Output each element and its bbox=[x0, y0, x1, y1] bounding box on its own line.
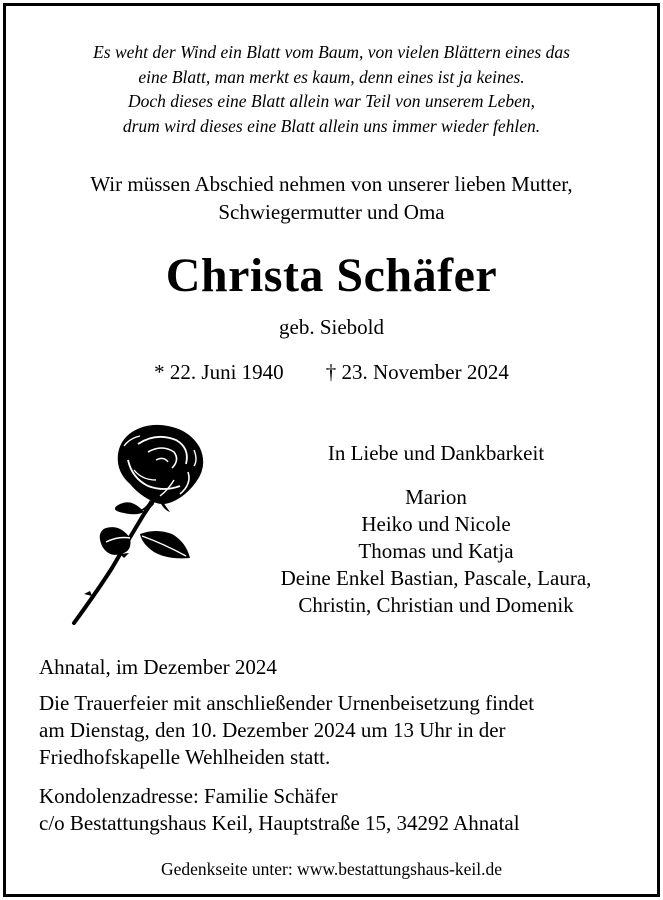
ceremony-line: Friedhofskapelle Wehlheiden statt. bbox=[39, 745, 331, 769]
mourner-line: Marion bbox=[405, 485, 467, 509]
memorial-page-link[interactable]: Gedenkseite unter: www.bestattungshaus-keil.de bbox=[161, 859, 502, 879]
poem-line: Doch dieses eine Blatt allein war Teil von unserem Leben, bbox=[128, 91, 535, 111]
intro-line: Wir müssen Abschied nehmen von unserer lieben Mutter, bbox=[90, 172, 573, 196]
dedication: In Liebe und Dankbarkeit bbox=[327, 441, 545, 465]
condolence-address bbox=[39, 783, 637, 837]
death-date: † 23. November 2024 bbox=[325, 360, 509, 384]
intro-line: Schwiegermutter und Oma bbox=[218, 200, 445, 224]
birth-date: * 22. Juni 1940 bbox=[154, 360, 284, 384]
mourner-line: Deine Enkel Bastian, Pascale, Laura, bbox=[280, 566, 592, 590]
mourner-line: Heiko und Nicole bbox=[361, 512, 511, 536]
poem-line: eine Blatt, man merkt es kaum, denn eines ist ja keines. bbox=[138, 66, 525, 87]
ceremony-info bbox=[39, 690, 637, 771]
poem-line: drum wird dieses eine Blatt allein uns immer wieder fehlen. bbox=[122, 115, 541, 136]
place-date: Ahnatal, im Dezember 2024 bbox=[39, 655, 277, 679]
deceased-name: Christa Schäfer bbox=[165, 249, 498, 302]
ceremony-line: am Dienstag, den 10. Dezember 2024 um 13 Uhr in der bbox=[39, 718, 506, 742]
maiden-name: geb. Siebold bbox=[279, 315, 384, 339]
poem-line: Es weht der Wind ein Blatt vom Baum, von vielen Blättern eines das bbox=[93, 42, 570, 62]
condolence-line: Kondolenzadresse: Familie Schäfer bbox=[39, 784, 338, 808]
ceremony-line: Die Trauerfeier mit anschließender Urnenbeisetzung findet bbox=[39, 691, 535, 715]
rose-icon bbox=[68, 420, 218, 630]
mourners-list bbox=[256, 484, 616, 619]
obituary-notice bbox=[3, 3, 660, 897]
mourner-line: Christin, Christian und Domenik bbox=[298, 593, 574, 617]
mourner-line: Thomas und Katja bbox=[358, 539, 514, 563]
poem bbox=[6, 40, 657, 138]
life-dates bbox=[6, 358, 657, 386]
intro-text bbox=[6, 170, 657, 226]
condolence-line: c/o Bestattungshaus Keil, Hauptstraße 15, 34292 Ahnatal bbox=[39, 811, 520, 835]
